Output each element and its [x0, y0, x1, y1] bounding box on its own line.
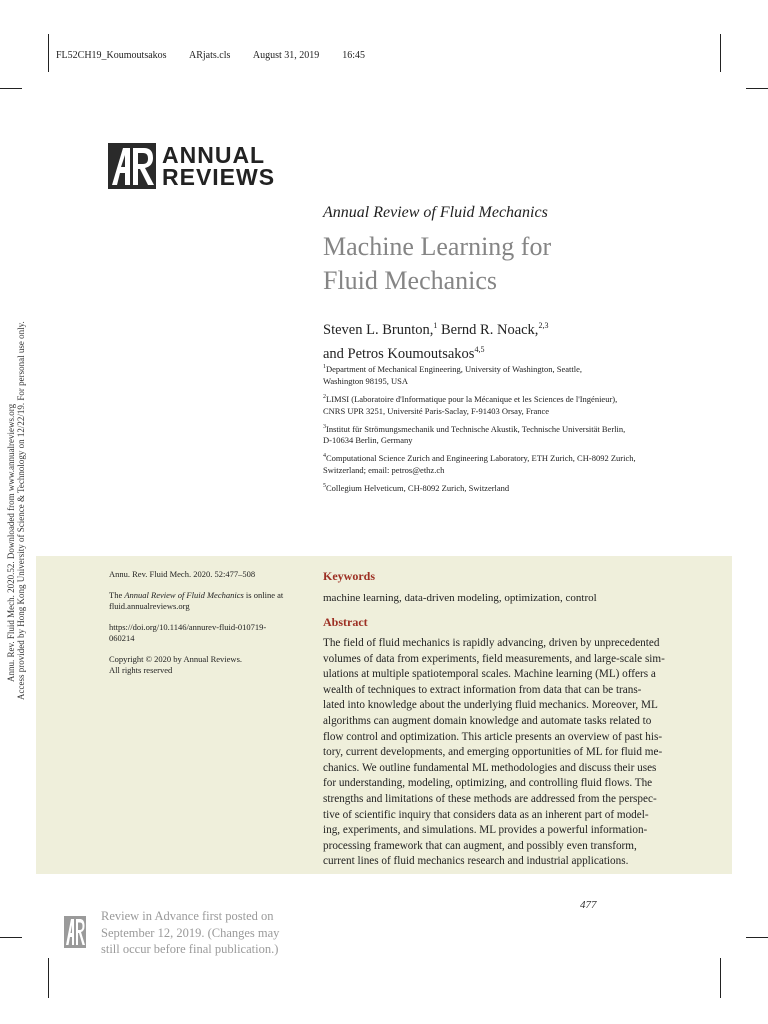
abstract-line: lated into knowledge about the underlying fluid mechanics. Moreover, ML [323, 699, 658, 712]
affiliation: $^1$Department of Mechanical Engineering, University of Washington, Seattle, Washington 98195, USA [323, 363, 582, 386]
header-cls: ARjats.cls [189, 50, 231, 61]
abstract-line: for understanding, modeling, optimizing, and controlling fluid flows. The [323, 777, 653, 790]
affiliation: $^2$LIMSI (Laboratoire d'Informatique pour la Mécanique et les Sciences de l'Ingénieur), CNRS UPR 3251, Université Paris-Saclay, F-91403 Orsay, France [323, 393, 618, 416]
header-date: August 31, 2019 [252, 50, 320, 61]
side-download-note [6, 321, 26, 700]
journal-url-link[interactable]: fluid.annualreviews.org [109, 601, 190, 611]
logo-word-reviews: REVIEWS [162, 164, 276, 190]
notice-line: still occur before final publication.) [101, 942, 279, 956]
side-note-line-1: Annu. Rev. Fluid Mech. 2020.52. Downloaded from www.annualreviews.org [6, 403, 16, 682]
abstract-line: current lines of fluid mechanics research and industrial applications. [323, 855, 629, 868]
abstract-line: wealth of techniques to extract information from data that can be trans- [323, 683, 642, 696]
abstract-line: tory, current developments, and emerging opportunities of ML for fluid me- [323, 746, 663, 759]
running-header [56, 50, 365, 61]
abstract-line: tive of scientific inquiry that considers data as an inherent part of model- [323, 808, 649, 821]
abstract-line: The field of fluid mechanics is rapidly advancing, driven by unprecedented [323, 637, 660, 649]
affiliation: $^5$Collegium Helveticum, CH-8092 Zurich, Switzerland [323, 483, 510, 494]
abstract-line: ing, experiments, and simulations. ML provides a powerful information- [323, 824, 648, 837]
affiliations [323, 361, 703, 494]
annual-reviews-small-logo-icon [64, 916, 86, 948]
doi-link[interactable]: https://doi.org/10.1146/annurev-fluid-010719- 060214 [109, 622, 267, 643]
article-title-line-2: Fluid Mechanics [323, 266, 498, 295]
authors [323, 316, 548, 364]
affiliation: $^4$Computational Science Zurich and Engineering Laboratory, ETH Zurich, CH-8092 Zurich, Switzerland; email: petros@ethz.ch [323, 453, 636, 476]
notice-line: September 12, 2019. (Changes may [101, 925, 280, 940]
abstract-line: chanics. We outline fundamental ML methodologies and discuss their uses [323, 761, 657, 774]
crop-mark [720, 34, 721, 72]
abstract-line: algorithms can augment domain knowledge and automate tasks related to [323, 714, 652, 727]
journal-title: Annual Review of Fluid Mechanics [323, 204, 548, 221]
abstract-heading: Abstract [323, 615, 368, 629]
keywords-heading: Keywords [323, 569, 375, 583]
author-name: Bernd R. Noack, [437, 321, 539, 338]
abstract-line: ulations at multiple spatiotemporal scales. Machine learning (ML) offers a [323, 668, 656, 681]
annual-reviews-logo-icon [108, 143, 156, 189]
abstract-line: flow control and optimization. This article presents an overview of past his- [323, 730, 663, 743]
article-title [323, 230, 551, 298]
citation: Annu. Rev. Fluid Mech. 2020. 52:477–508 [109, 569, 256, 579]
header-time: 16:45 [342, 50, 366, 61]
abstract-body [323, 636, 681, 870]
crop-mark [48, 958, 49, 998]
crop-mark [0, 937, 22, 938]
affiliation: $^3$Institut für Strömungsmechanik und Technische Akustik, Technische Universität Berlin, D-10634 Berlin, Germany [323, 423, 626, 446]
author-affil-sup: 4,5 [474, 344, 485, 354]
author-name: and Petros Koumoutsakos [323, 345, 475, 362]
header-file: FL52CH19_Koumoutsakos [56, 50, 167, 61]
logo-word-annual: ANNUAL [162, 142, 266, 168]
notice-line: Review in Advance first posted on [101, 909, 274, 923]
author-name: Steven L. Brunton, [323, 321, 434, 338]
abstract-line: volumes of data from experiments, field measurements, and large-scale sim- [323, 652, 665, 665]
citation-meta [109, 569, 299, 676]
author-affil-sup: 1 [433, 321, 438, 330]
side-note-line-2: Access provided by Hong Kong University of Science & Technology on 12/22/19. For personal use only. [16, 321, 26, 700]
crop-mark [720, 958, 721, 998]
crop-mark [48, 34, 49, 72]
logo-wordmark [162, 144, 275, 188]
online-note: The Annual Review of Fluid Mechanics is online at fluid.annualreviews.org [109, 590, 284, 611]
keywords-text: machine learning, data-driven modeling, optimization, control [323, 592, 597, 604]
copyright: Copyright © 2020 by Annual Reviews. All rights reserved [109, 654, 243, 675]
article-title-line-1: Machine Learning for [323, 232, 552, 261]
review-in-advance-notice [101, 908, 296, 958]
crop-mark [0, 88, 22, 89]
crop-mark [746, 88, 768, 89]
author-affil-sup: 2,3 [538, 321, 549, 330]
abstract-line: strengths and limitations of these methods are addressed from the perspec- [323, 792, 657, 805]
page-number: 477 [580, 899, 597, 911]
abstract-line: processing framework that can augment, and possibly even transform, [323, 839, 637, 852]
crop-mark [746, 937, 768, 938]
